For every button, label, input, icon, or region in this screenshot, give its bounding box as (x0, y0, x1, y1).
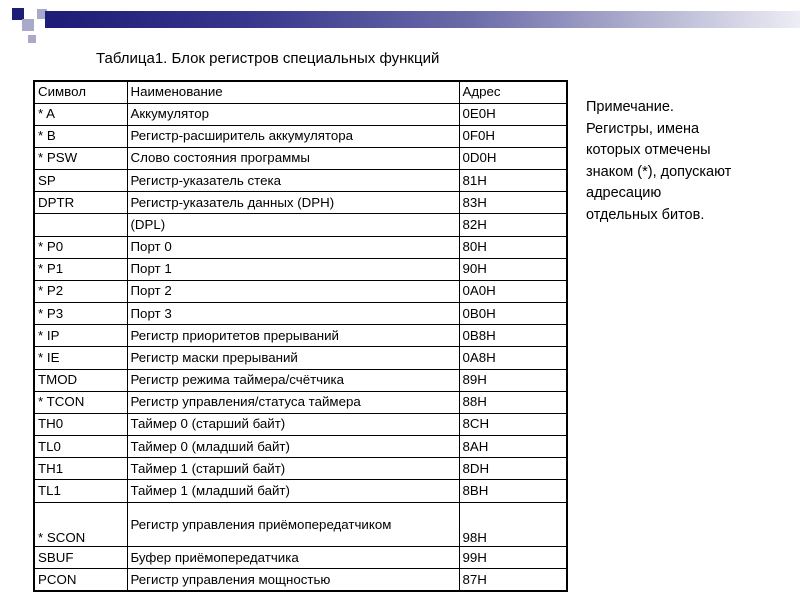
header-band (0, 0, 800, 52)
decor-square-4 (45, 11, 60, 28)
cell-symbol: TH0 (34, 413, 127, 435)
cell-name: Таймер 0 (старший байт) (127, 413, 459, 435)
cell-symbol: * PSW (34, 147, 127, 169)
cell-address: 83H (459, 192, 567, 214)
cell-address: 99H (459, 546, 567, 568)
cell-symbol: * B (34, 125, 127, 147)
cell-symbol: TMOD (34, 369, 127, 391)
cell-name: Регистр управления приёмопередатчиком (127, 502, 459, 546)
cell-name: Слово состояния программы (127, 147, 459, 169)
cell-symbol: TH1 (34, 458, 127, 480)
cell-name: Порт 3 (127, 303, 459, 325)
note-line: Регистры, имена (586, 120, 700, 137)
cell-symbol: * P3 (34, 303, 127, 325)
cell-name: Таймер 0 (младший байт) (127, 436, 459, 458)
cell-name: Таймер 1 (младший байт) (127, 480, 459, 502)
cell-symbol: DPTR (34, 192, 127, 214)
table-row (34, 436, 567, 458)
cell-name: Регистр-указатель стека (127, 170, 459, 192)
note-line: Примечание. (586, 99, 674, 115)
table-row (34, 258, 567, 280)
table-row (34, 280, 567, 302)
decor-square-5 (28, 35, 36, 43)
cell-symbol: * P1 (34, 258, 127, 280)
cell-address: 98H (459, 502, 567, 546)
cell-symbol: * SCON (34, 502, 127, 546)
page-title: Таблица1. Блок регистров специальных функций (96, 50, 440, 67)
cell-address: 81H (459, 170, 567, 192)
cell-address: 8AH (459, 436, 567, 458)
cell-symbol: * P2 (34, 280, 127, 302)
cell-symbol: * IP (34, 325, 127, 347)
note-text (586, 97, 791, 226)
table-body (34, 103, 567, 591)
cell-symbol: SP (34, 170, 127, 192)
table-row (34, 458, 567, 480)
table-row (34, 170, 567, 192)
decor-square-2 (22, 19, 34, 31)
register-table (33, 80, 568, 592)
note-line: адресацию (586, 185, 662, 201)
cell-name: (DPL) (127, 214, 459, 236)
note-line: отдельных битов. (586, 206, 705, 223)
cell-address: 0D0H (459, 147, 567, 169)
cell-address: 8DH (459, 458, 567, 480)
cell-address: 0A8H (459, 347, 567, 369)
table-row (34, 569, 567, 591)
cell-address: 0E0H (459, 103, 567, 125)
cell-name: Регистр маски прерываний (127, 347, 459, 369)
table-row (34, 236, 567, 258)
cell-name: Порт 2 (127, 280, 459, 302)
cell-address: 0B8H (459, 325, 567, 347)
cell-address: 90H (459, 258, 567, 280)
cell-address: 0F0H (459, 125, 567, 147)
cell-name: Аккумулятор (127, 103, 459, 125)
table-row (34, 192, 567, 214)
cell-name: Регистр управления/статуса таймера (127, 391, 459, 413)
table-row (34, 546, 567, 568)
table-row (34, 502, 567, 546)
cell-symbol: * IE (34, 347, 127, 369)
cell-name: Буфер приёмопередатчика (127, 546, 459, 568)
cell-name: Порт 0 (127, 236, 459, 258)
cell-symbol: TL1 (34, 480, 127, 502)
cell-name: Регистр приоритетов прерываний (127, 325, 459, 347)
header-cell-address: Адрес (459, 81, 567, 103)
cell-address: 82H (459, 214, 567, 236)
cell-symbol: TL0 (34, 436, 127, 458)
table-row (34, 480, 567, 502)
cell-name: Порт 1 (127, 258, 459, 280)
cell-symbol: PCON (34, 569, 127, 591)
cell-address: 88H (459, 391, 567, 413)
note-line: знаком (*), допускают (586, 163, 732, 180)
table-row (34, 103, 567, 125)
cell-name: Регистр режима таймера/счётчика (127, 369, 459, 391)
note-line: которых отмечены (586, 142, 711, 158)
cell-symbol: * A (34, 103, 127, 125)
table-row (34, 214, 567, 236)
cell-address: 0A0H (459, 280, 567, 302)
cell-address: 0B0H (459, 303, 567, 325)
table-row (34, 369, 567, 391)
header-cell-symbol: Символ (34, 81, 127, 103)
cell-symbol: * TCON (34, 391, 127, 413)
cell-name: Регистр-расширитель аккумулятора (127, 125, 459, 147)
cell-name: Регистр управления мощностью (127, 569, 459, 591)
cell-name: Регистр-указатель данных (DPH) (127, 192, 459, 214)
table-row (34, 347, 567, 369)
cell-address: 87H (459, 569, 567, 591)
cell-address: 8BH (459, 480, 567, 502)
table-row (34, 413, 567, 435)
cell-symbol (34, 214, 127, 236)
cell-symbol: * P0 (34, 236, 127, 258)
header-cell-name: Наименование (127, 81, 459, 103)
table-row (34, 125, 567, 147)
header-gradient-bar (60, 11, 800, 28)
table-row (34, 391, 567, 413)
table-header-row (34, 81, 567, 103)
cell-symbol: SBUF (34, 546, 127, 568)
cell-name: Таймер 1 (старший байт) (127, 458, 459, 480)
cell-address: 89H (459, 369, 567, 391)
cell-address: 8CH (459, 413, 567, 435)
table-row (34, 303, 567, 325)
cell-address: 80H (459, 236, 567, 258)
table-row (34, 147, 567, 169)
table-row (34, 325, 567, 347)
